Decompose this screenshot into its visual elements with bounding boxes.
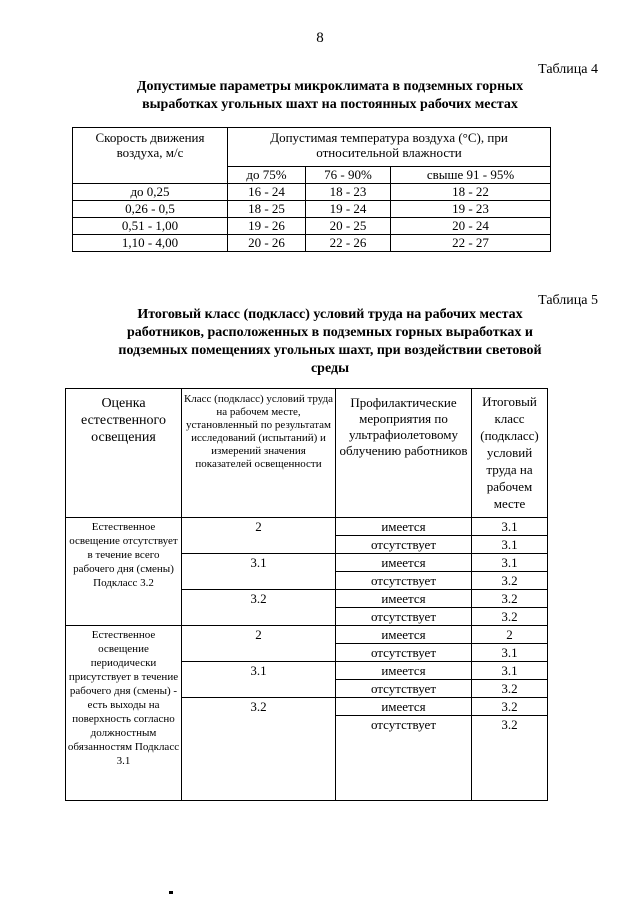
table4-cell: 20 - 25: [306, 218, 391, 235]
table4-subheader: 76 - 90%: [306, 167, 391, 184]
table5-measure-cell: имеется: [336, 626, 472, 644]
table5-final-cell: 3.1: [472, 536, 548, 554]
table4-header-temperature: Допустимая температура воздуха (°С), при относительной влажности: [228, 128, 551, 167]
table5-label: Таблица 5: [538, 293, 598, 308]
table4-cell: 19 - 23: [391, 201, 551, 218]
table5-class-cell: 3.1: [182, 554, 336, 590]
table5-class-cell: 3.1: [182, 662, 336, 698]
table5-class-cell: 2: [182, 518, 336, 554]
table5-header-final-class: Итоговый класс (подкласс) условий труда на рабочем месте: [472, 389, 548, 518]
table4-cell: 1,10 - 4,00: [73, 235, 228, 252]
table5-final-cell: 2: [472, 626, 548, 644]
table4-cell: 18 - 25: [228, 201, 306, 218]
table5-final-cell: 3.2: [472, 698, 548, 716]
table4-header-speed: Скорость движения воздуха, м/с: [73, 128, 228, 184]
table5-final-cell: 3.2: [472, 680, 548, 698]
table5-final-cell: 3.1: [472, 554, 548, 572]
table5-class-cell: 3.2: [182, 590, 336, 626]
table5-measure-cell: имеется: [336, 698, 472, 716]
table-row: [73, 184, 551, 201]
table4-cell: 22 - 27: [391, 235, 551, 252]
table4-cell: 0,51 - 1,00: [73, 218, 228, 235]
table5: [65, 388, 548, 801]
table-row: [73, 218, 551, 235]
table5-final-cell: 3.1: [472, 662, 548, 680]
table5-header-measures: Профилактические мероприятия по ультрафиолетовому облучению работников: [336, 389, 472, 518]
table-row: [73, 235, 551, 252]
table5-final-cell: 3.1: [472, 518, 548, 536]
page-number: 8: [316, 30, 324, 46]
table4-cell: 20 - 24: [391, 218, 551, 235]
table4-cell: 18 - 22: [391, 184, 551, 201]
table4-cell: 20 - 26: [228, 235, 306, 252]
table5-measure-cell: отсутствует: [336, 536, 472, 554]
table5-final-cell: 3.1: [472, 644, 548, 662]
table-row: [66, 518, 548, 536]
table5-measure-cell: имеется: [336, 554, 472, 572]
table4-title: Допустимые параметры микроклимата в подземных горных выработках угольных шахт на постоянных рабочих местах: [136, 79, 524, 112]
table4-cell: 19 - 24: [306, 201, 391, 218]
table4-label: Таблица 4: [538, 62, 598, 77]
table5-measure-cell: отсутствует: [336, 572, 472, 590]
table5-measure-cell: имеется: [336, 662, 472, 680]
table5-header-assessment: Оценка естественного освещения: [66, 389, 182, 518]
table5-measure-cell: отсутствует: [336, 716, 472, 801]
table-row: [73, 201, 551, 218]
table4-cell: до 0,25: [73, 184, 228, 201]
table5-assessment-cell: Естественное освещение отсутствует в течение всего рабочего дня (смены) Подкласс 3.2: [66, 518, 182, 626]
table4: [72, 127, 551, 252]
table4-cell: 22 - 26: [306, 235, 391, 252]
table5-title: Итоговый класс (подкласс) условий труда на рабочих местах работников, расположенных в подземных горных выработках и подземных помещениях угольных шахт, при воздействии световой среды: [118, 307, 542, 376]
table5-measure-cell: имеется: [336, 518, 472, 536]
table4-cell: 16 - 24: [228, 184, 306, 201]
table4-cell: 0,26 - 0,5: [73, 201, 228, 218]
table4-cell: 19 - 26: [228, 218, 306, 235]
table5-class-cell: 3.2: [182, 698, 336, 801]
table5-header-class: Класс (подкласс) условий труда на рабочем месте, установленный по результатам исследований (испытаний) и измерений значения показателей освещенности: [182, 389, 336, 518]
table5-measure-cell: отсутствует: [336, 644, 472, 662]
table5-final-cell: 3.2: [472, 572, 548, 590]
table5-measure-cell: имеется: [336, 590, 472, 608]
table5-measure-cell: отсутствует: [336, 608, 472, 626]
table4-subheader: до 75%: [228, 167, 306, 184]
table5-final-cell: 3.2: [472, 716, 548, 801]
table4-cell: 18 - 23: [306, 184, 391, 201]
table5-class-cell: 2: [182, 626, 336, 662]
table5-final-cell: 3.2: [472, 608, 548, 626]
table5-measure-cell: отсутствует: [336, 680, 472, 698]
table5-final-cell: 3.2: [472, 590, 548, 608]
table-row: [66, 626, 548, 644]
scan-artifact: [169, 891, 173, 894]
table4-subheader: свыше 91 - 95%: [391, 167, 551, 184]
table5-assessment-cell: Естественное освещение периодически присутствует в течение рабочего дня (смены) - есть выходы на поверхность согласно должностным обязанностям Подкласс 3.1: [66, 626, 182, 801]
